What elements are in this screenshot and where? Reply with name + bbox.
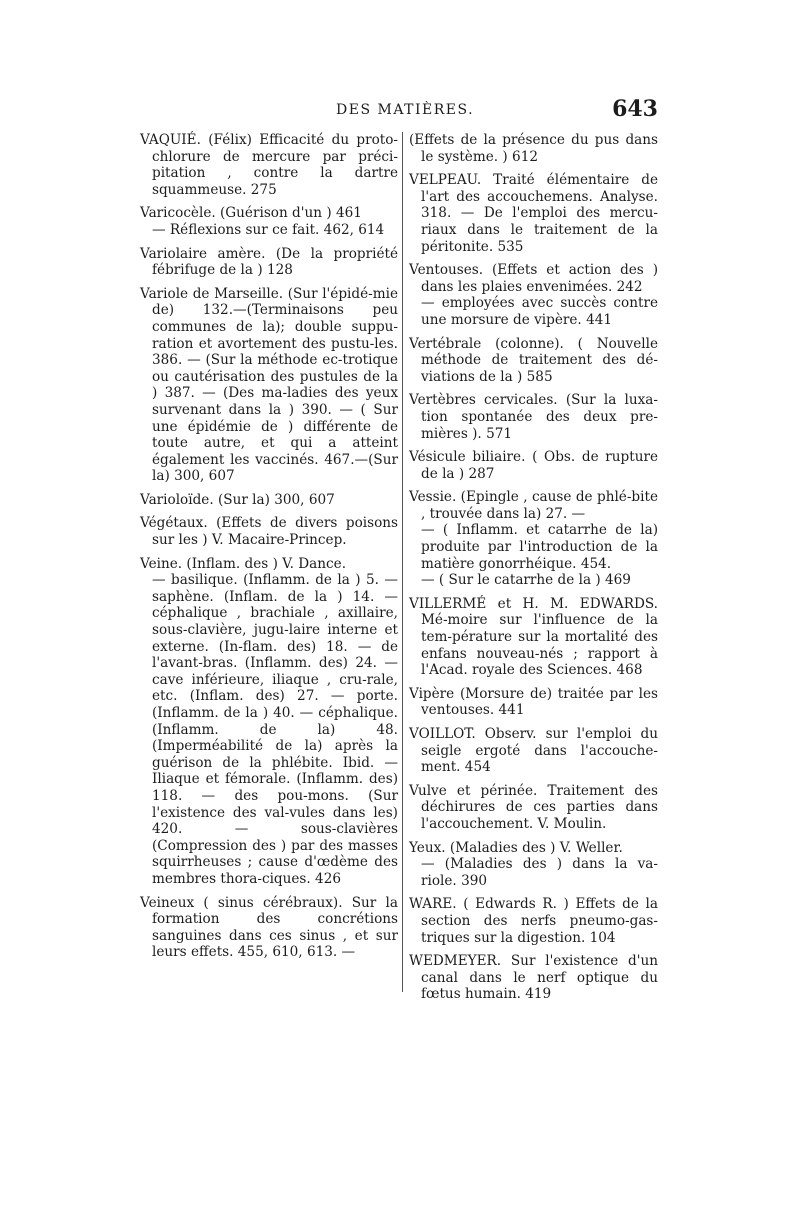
index-entry: Veine. (Inflam. des ) V. Dance. — basilique. (Inflamm. de la ) 5. — saphène. (Inflam. de la ) 14. — céphalique , brachiale , axillaire, sous-clavière, jugu-laire interne et externe. (In-flam. des) 18. — de l'avant-bras. (Inflamm. des) 24. — cave inférieure, iliaque , cru-rale, etc. (Inflam. des) 27. — porte. (Inflamm. de la ) 40. — céphalique. (Inflamm. de la) 48. (Imperméabilité de la) après la guérison de la phlébite. Ibid. — Iliaque et fémorale. (Inflamm. des) 118. — des pou-mons. (Sur l'existence des val-vules dans les) 420. — sous-clavières (Compression des ) par des masses squirrheuses ; cause d'œdème des membres thora-ciques. 426 bbox=[140, 555, 398, 887]
page-header bbox=[138, 98, 658, 130]
index-entry: Varicocèle. (Guérison d'un ) 461 — Réflexions sur ce fait. 462, 614 bbox=[140, 205, 385, 238]
index-entry: WEDMEYER. Sur l'existence d'un canal dans le nerf optique du fœtus humain. 419 bbox=[409, 953, 658, 1003]
index-entry: Variolaire amère. (De la propriété fébrifuge de la ) 128 bbox=[140, 245, 398, 279]
index-entry: Vipère (Morsure de) traitée par les ventouses. 441 bbox=[409, 685, 658, 719]
index-entry: Vessie. (Epingle , cause de phlé-bite , trouvée dans la) 27. — — ( Inflamm. et catarrhe de la) produite par l'introduction de la matière gonorrhéique. 454. — ( Sur le catarrhe de la ) 469 bbox=[409, 489, 658, 589]
page-number: 643 bbox=[612, 96, 658, 122]
running-title: DES MATIÈRES. bbox=[336, 102, 475, 118]
index-entry: Yeux. (Maladies des ) V. Weller. — (Maladies des ) dans la va-riole. 390 bbox=[409, 839, 658, 889]
index-entry: Ventouses. (Effets et action des ) dans les plaies envenimées. 242 — employées avec succès contre une morsure de vipère. 441 bbox=[409, 262, 658, 328]
index-entry: Veineux ( sinus cérébraux). Sur la formation des concrétions sanguines dans ces sinus , et sur leurs effets. 455, 610, 613. — bbox=[140, 894, 398, 961]
index-entry: WARE. ( Edwards R. ) Effets de la section des nerfs pneumo-gas-triques sur la digestion. 104 bbox=[409, 896, 658, 946]
index-entry: Variole de Marseille. (Sur l'épidé-mie de) 132.—(Terminaisons peu communes de la); double suppu-ration et avortement des pustu-les. 386. — (Sur la méthode ec-trotique ou cautérisation des pustules de la ) 387. — (Des ma-ladies des yeux survenant dans la ) 390. — ( Sur une épidémie de ) différente de toute autre, et qui a atteint également les vaccinés. 467.—(Sur la) 300, 607 bbox=[140, 285, 398, 485]
index-entry: Vertébrale (colonne). ( Nouvelle méthode de traitement des dé-viations de la ) 585 bbox=[409, 335, 658, 385]
index-column-right bbox=[409, 132, 658, 1010]
index-column-left bbox=[140, 132, 398, 968]
index-entry: Varioloïde. (Sur la) 300, 607 bbox=[140, 491, 335, 508]
index-entry: VELPEAU. Traité élémentaire de l'art des accouchemens. Analyse. 318. — De l'emploi des mercu-riaux dans le traitement de la péritonite. 535 bbox=[409, 172, 658, 255]
index-entry: Vésicule biliaire. ( Obs. de rupture de la ) 287 bbox=[409, 449, 658, 482]
index-entry: Vertèbres cervicales. (Sur la luxa-tion spontanée des deux pre-mières ). 571 bbox=[409, 392, 658, 442]
index-entry: Vulve et périnée. Traitement des déchirures de ces parties dans l'accouchement. V. Moulin. bbox=[409, 782, 658, 832]
index-entry: (Effets de la présence du pus dans le système. ) 612 bbox=[409, 132, 658, 165]
index-entry: VOILLOT. Observ. sur l'emploi du seigle ergoté dans l'accouche-ment. 454 bbox=[409, 726, 658, 776]
column-divider bbox=[402, 132, 403, 992]
index-entry: Végétaux. (Effets de divers poisons sur les ) V. Macaire-Princep. bbox=[140, 515, 398, 549]
index-entry: VAQUIÉ. (Félix) Efficacité du proto-chlorure de mercure par préci-pitation , contre la dartre squammeuse. 275 bbox=[140, 132, 398, 198]
index-entry: VILLERMÉ et H. M. EDWARDS. Mé-moire sur l'influence de la tem-pérature sur la mortalité des enfans nouveau-nés ; rapport à l'Acad. royale des Sciences. 468 bbox=[409, 595, 658, 679]
